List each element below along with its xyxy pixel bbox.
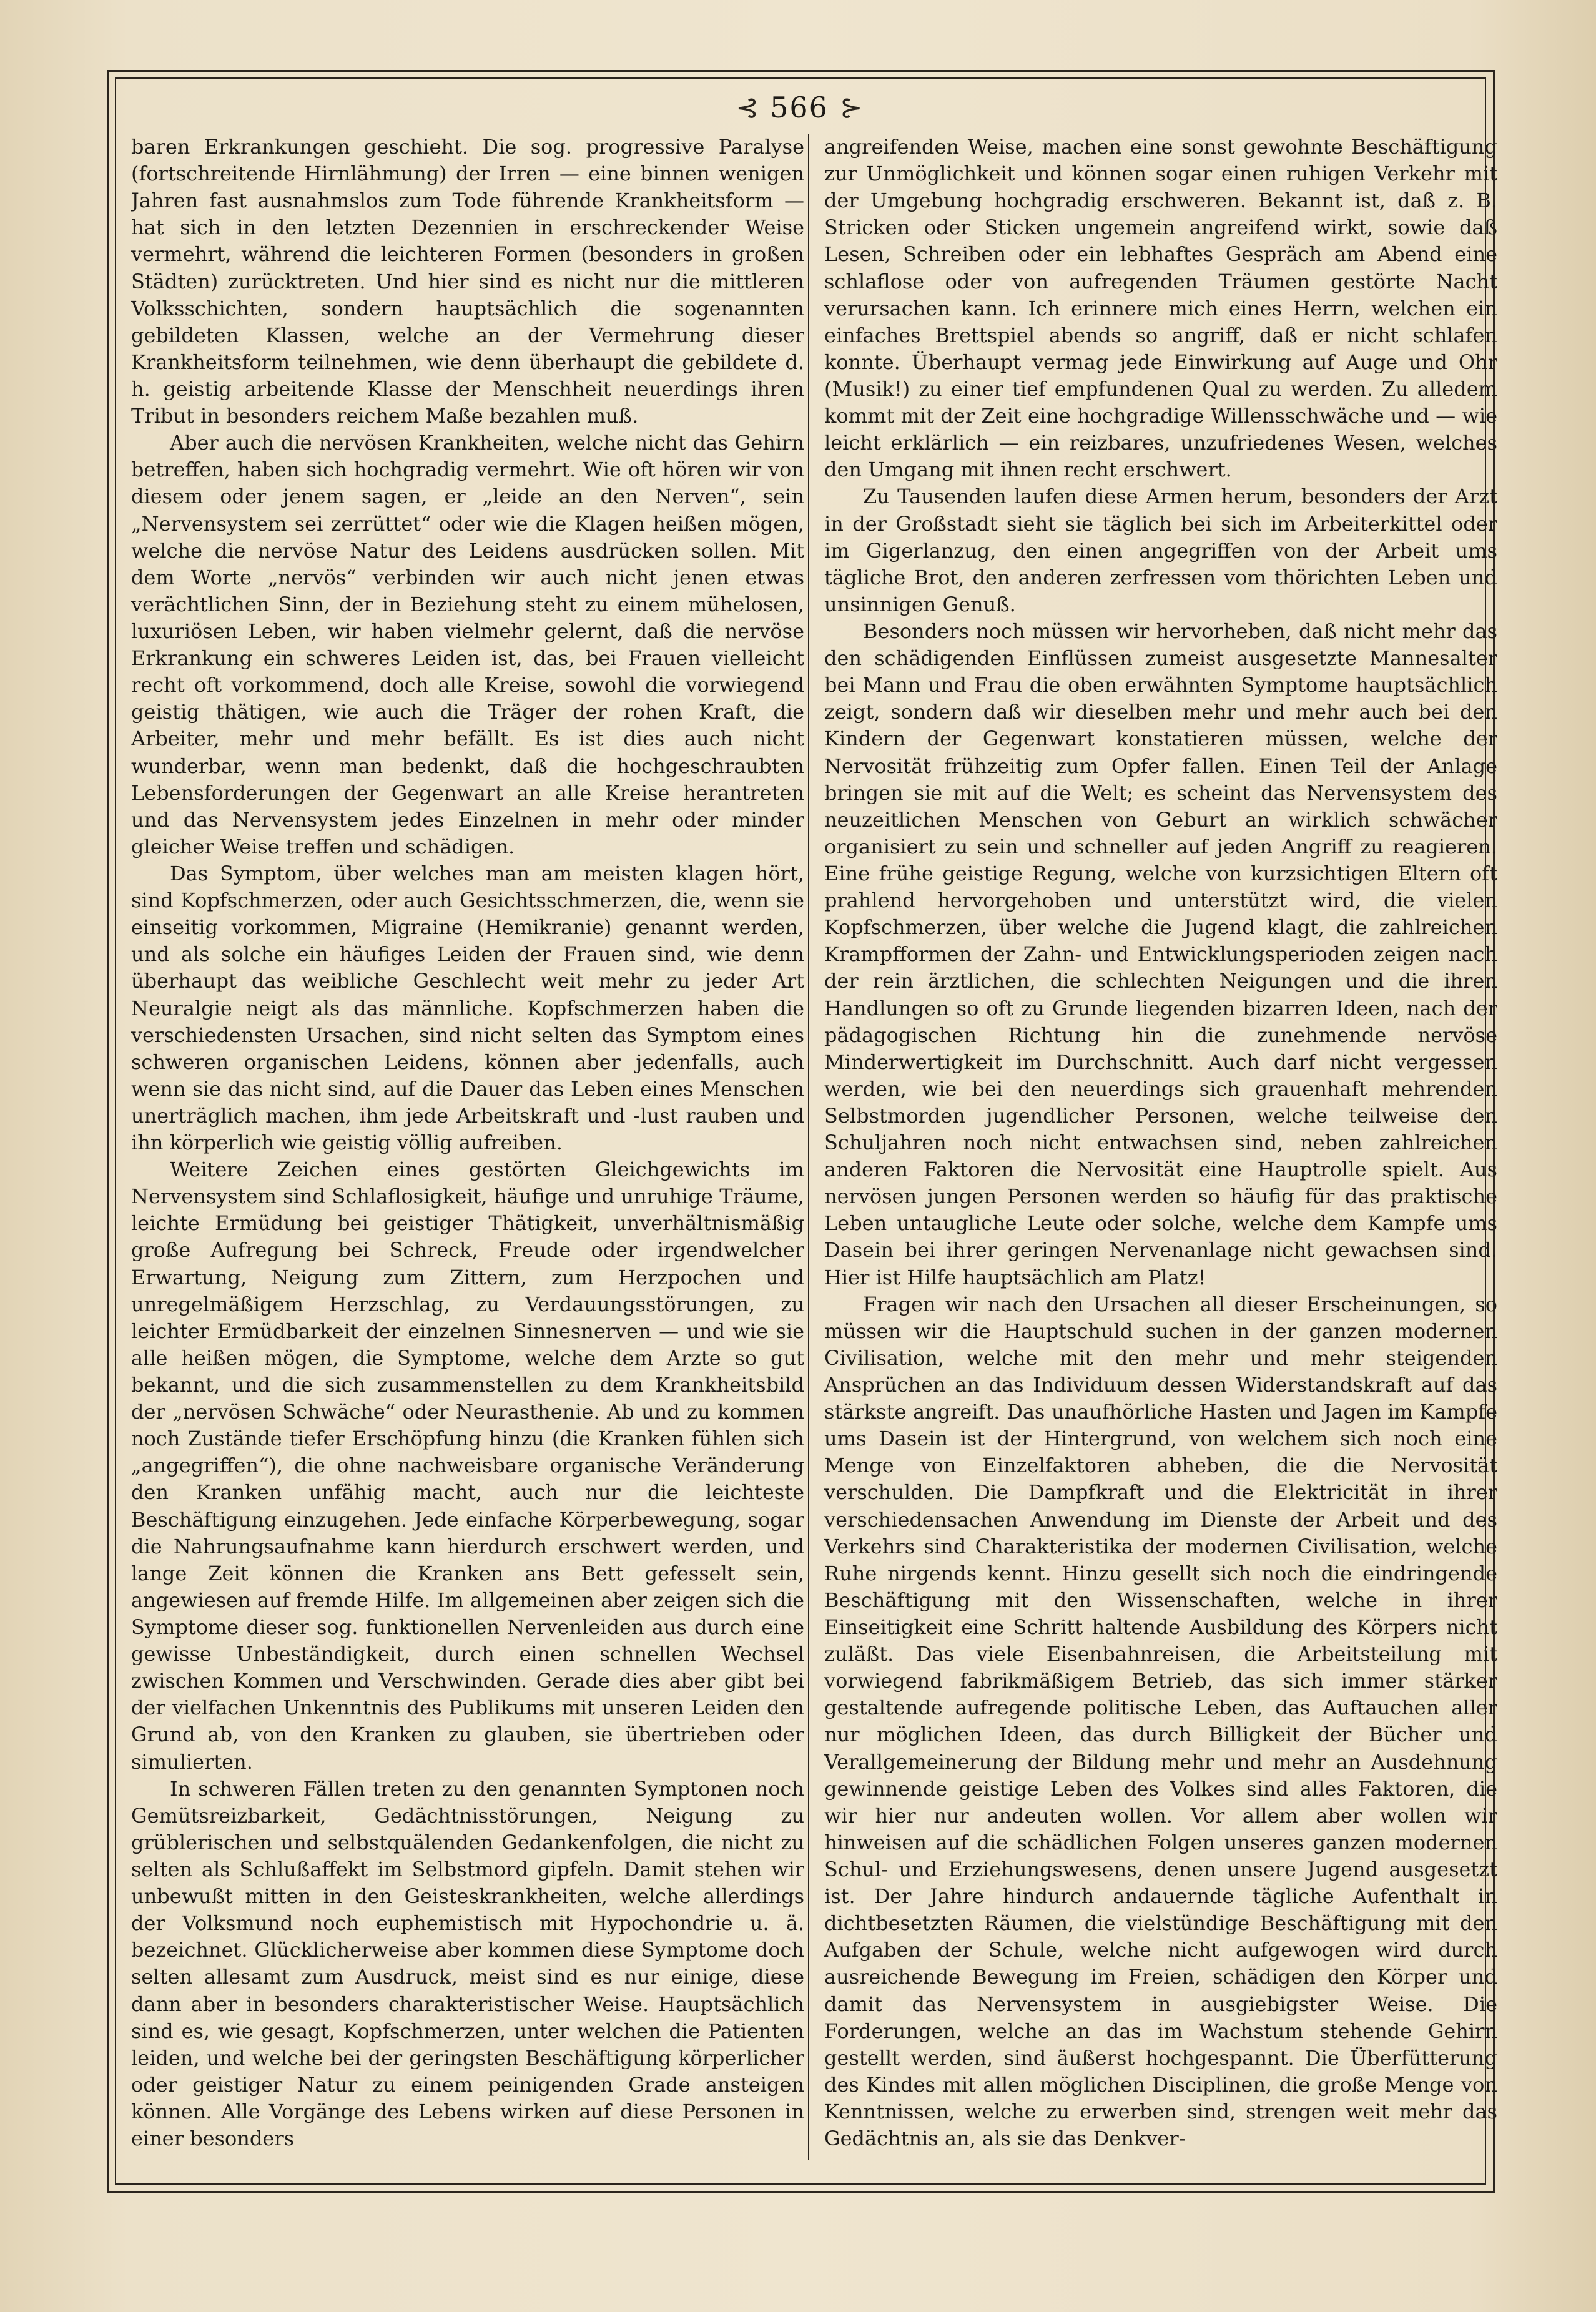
paragraph: Fragen wir nach den Ursachen all dieser Erscheinungen, so müssen wir die Hauptschuld suchen in der ganzen modernen Civilisation, welche mit den mehr und mehr steigenden Ansprüchen an das Individuum dessen Widerstandskraft auf das stärkste angreift. Das unaufhörliche Hasten und Jagen im Kampfe ums Dasein ist der Hintergrund, von welchem sich noch eine Menge von Einzelfaktoren abheben, die die Nervosität verschulden. Die Dampfkraft und die Elektricität in ihrer verschiedensachen Anwendung im Dienste der Arbeit und des Verkehrs sind Charakteristika der modernen Civilisation, welche Ruhe nirgends kennt. Hinzu gesellt sich noch die eindringende Beschäftigung mit den Wissenschaften, welche in ihrer Einseitigkeit eine Schritt haltende Ausbildung des Körpers nicht zuläßt. Das viele Eisenbahnreisen, die Arbeitsteilung mit vorwiegend fabrikmäßigem Betrieb, das sich immer stärker gestaltende aufregende politische Leben, das Auftauchen aller nur möglichen Ideen, das durch Billigkeit der Bücher und Verallgemeinerung der Bildung mehr und mehr an Ausdehnung gewinnende geistige Leben des Volkes sind alles Faktoren, die wir hier nur andeuten wollen. Vor allem aber wollen wir hinweisen auf die schädlichen Folgen unseres ganzen modernen Schul- und Erziehungswesens, denen unsere Jugend ausgesetzt ist. Der Jahre hindurch andauernde tägliche Aufenthalt in dichtbesetzten Räumen, die vielstündige Beschäftigung mit den Aufgaben der Schule, welche nicht aufgewogen wird durch ausreichende Bewegung im Freien, schädigen den Körper und damit das Nervensystem in ausgiebigster Weise. Die Forderungen, welche an das im Wachstum stehende Gehirn gestellt werden, sind äußerst hochgespannt. Die Überfütterung des Kindes mit allen möglichen Disciplinen, die große Menge von Kenntnissen, welche zu erwerben sind, strengen weit mehr das Gedächtnis an, als sie das Denkver- [824, 1292, 1497, 2151]
paragraph: Aber auch die nervösen Krankheiten, welche nicht das Gehirn betreffen, haben sich hochgradig vermehrt. Wie oft hören wir von diesem oder jenem sagen, er „leide an den Nerven“, sein „Nervensystem sei zerrüttet“ oder wie die Klagen heißen mögen, welche die nervöse Natur des Leidens ausdrücken sollen. Mit dem Worte „nervös“ verbinden wir auch nicht jenen etwas verächtlichen Sinn, der in Beziehung steht zu einem mühelosen, luxuriösen Leben, wir haben vielmehr gelernt, daß die nervöse Erkrankung ein schweres Leiden ist, das, bei Frauen vielleicht recht oft vorkommend, doch alle Kreise, sowohl die vorwiegend geistig thätigen, wie auch die Träger der rohen Kraft, die Arbeiter, mehr und mehr befällt. Es ist dies auch nicht wunderbar, wenn man bedenkt, daß die hochgeschraubten Lebensforderungen der Gegenwart an alle Kreise herantreten und das Nervensystem jedes Einzelnen in mehr oder minder gleicher Weise treffen und schädigen. [131, 431, 804, 858]
paragraph: Zu Tausenden laufen diese Armen herum, besonders der Arzt in der Großstadt sieht sie täglich bei sich im Arbeiterkittel oder im Gigerlanzug, den einen angegriffen von der Arbeit ums tägliche Brot, den anderen zerfressen vom thörichten Leben und unsinnigen Genuß. [824, 485, 1497, 616]
ornament-right: ⊱ [839, 91, 863, 124]
left-column [131, 134, 804, 2163]
paragraph: Besonders noch müssen wir hervorheben, daß nicht mehr das den schädigenden Einflüssen zumeist ausgesetzte Mannesalter bei Mann und Frau die oben erwähnten Symptome hauptsächlich zeigt, sondern daß wir dieselben mehr und mehr auch bei den Kindern der Gegenwart konstatieren müssen, welche der Nervosität frühzeitig zum Opfer fallen. Einen Teil der Anlage bringen sie mit auf die Welt; es scheint das Nervensystem des neuzeitlichen Menschen von Geburt an wirklich schwächer organisiert zu sein und schneller auf jeden Angriff zu reagieren. Eine frühe geistige Regung, welche von kurzsichtigen Eltern oft prahlend hervorgehoben und unterstützt wird, die vielen Kopfschmerzen, über welche die Jugend klagt, die zahlreichen Krampfformen der Zahn- und Entwicklungsperioden zeigen nach der rein ärztlichen, die schlechten Neigungen und die ihren Handlungen so oft zu Grunde liegenden bizarren Ideen, nach der pädagogischen Richtung hin die zunehmende nervöse Minderwertigkeit im Durchschnitt. Auch darf nicht vergessen werden, wie bei den neuerdings sich grauenhaft mehrenden Selbstmorden jugendlicher Personen, welche teilweise den Schuljahren noch nicht entwachsen sind, neben zahlreichen anderen Faktoren die Nervosität eine Hauptrolle spielt. Aus nervösen jungen Personen werden so häufig für das praktische Leben untaugliche Leute oder solche, welche dem Kampfe ums Dasein bei ihrer geringen Nervenanlage nicht gewachsen sind. Hier ist Hilfe hauptsächlich am Platz! [824, 619, 1497, 1289]
paragraph: angreifenden Weise, machen eine sonst gewohnte Beschäftigung zur Unmöglichkeit und können sogar einen ruhigen Verkehr mit der Umgebung hochgradig erschweren. Bekannt ist, daß z. B. Stricken oder Sticken ungemein angreifend wirkt, sowie daß Lesen, Schreiben oder ein lebhaftes Gespräch am Abend eine schlaflose oder von aufregenden Träumen gestörte Nacht verursachen kann. Ich erinnere mich eines Herrn, welchen ein einfaches Brettspiel abends so angriff, daß er nicht schlafen konnte. Überhaupt vermag jede Einwirkung auf Auge und Ohr (Musik!) zu einer tief empfundenen Qual zu werden. Zu alledem kommt mit der Zeit eine hochgradige Willensschwäche und — wie leicht erklärlich — ein reizbares, unzufriedenes Wesen, welches den Umgang mit ihnen recht erschwert. [824, 135, 1497, 482]
paragraph: Das Symptom, über welches man am meisten klagen hört, sind Kopfschmerzen, oder auch Gesichtsschmerzen, die, wenn sie einseitig vorkommen, Migraine (Hemikranie) genannt werden, und als solche ein häufiges Leiden der Frauen sind, wie denn überhaupt das weibliche Geschlecht weit mehr zu jeder Art Neuralgie neigt als das männliche. Kopfschmerzen haben die verschiedensten Ursachen, sind nicht selten das Symptom eines schweren organischen Leidens, können aber jedenfalls, auch wenn sie das nicht sind, auf die Dauer das Leben eines Menschen unerträglich machen, ihm jede Arbeitskraft und -lust rauben und ihn körperlich wie geistig völlig aufreiben. [131, 861, 804, 1155]
page-number: 566 [770, 91, 829, 124]
right-column [824, 134, 1497, 2163]
page-header [115, 86, 1484, 129]
paragraph: Weitere Zeichen eines gestörten Gleichgewichts im Nervensystem sind Schlaflosigkeit, häufige und unruhige Träume, leichte Ermüdung bei geistiger Thätigkeit, unverhältnismäßig große Aufregung bei Schreck, Freude oder irgendwelcher Erwartung, Neigung zum Zittern, zum Herzpochen und unregelmäßigem Herzschlag, zu Verdauungsstörungen, zu leichter Ermüdbarkeit der einzelnen Sinnesnerven — und wie sie alle heißen mögen, die Symptome, welche dem Arzte so gut bekannt, und die sich zusammenstellen zu dem Krankheitsbild der „nervösen Schwäche“ oder Neurasthenie. Ab und zu kommen noch Zustände tiefer Erschöpfung hinzu (die Kranken fühlen sich „angegriffen“), die ohne nachweisbare organische Veränderung den Kranken unfähig macht, auch nur die leichteste Beschäftigung einzugehen. Jede einfache Körperbewegung, sogar die Nahrungsaufnahme kann hierdurch erschwert werden, und lange Zeit können die Kranken ans Bett gefesselt sein, angewiesen auf fremde Hilfe. Im allgemeinen aber zeigen sich die Symptome dieser sog. funktionellen Nervenleiden aus durch eine gewisse Unbeständigkeit, durch einen schnellen Wechsel zwischen Kommen und Verschwinden. Gerade dies aber gibt bei der vielfachen Unkenntnis des Publikums mit unseren Leiden den Grund ab, von den Kranken zu glauben, sie übertrieben oder simulierten. [131, 1158, 804, 1774]
paragraph: baren Erkrankungen geschieht. Die sog. progressive Paralyse (fortschreitende Hirnlähmung) der Irren — eine binnen wenigen Jahren fast ausnahmslos zum Tode führende Krankheitsform — hat sich in den letzten Dezennien in erschreckender Weise vermehrt, während die leichteren Formen (besonders in großen Städten) zurücktreten. Und hier sind es nicht nur die mittleren Volksschichten, sondern hauptsächlich die sogenannten gebildeten Klassen, welche an der Vermehrung dieser Krankheitsform teilnehmen, wie denn überhaupt die gebildete d. h. geistig arbeitende Klasse der Menschheit neuerdings ihren Tribut in besonders reichem Maße bezahlen muß. [131, 135, 804, 428]
column-divider [808, 134, 809, 2160]
paragraph: In schweren Fällen treten zu den genannten Symptonen noch Gemütsreizbarkeit, Gedächtnisstörungen, Neigung zu grüblerischen und selbstquälenden Gedankenfolgen, die nicht zu selten als Schlußaffekt im Selbstmord gipfeln. Damit stehen wir unbewußt mitten in den Geisteskrankheiten, welche allerdings der Volksmund noch euphemistisch mit Hypochondrie u. ä. bezeichnet. Glücklicherweise aber kommen diese Symptome doch selten allesamt zum Ausdruck, meist sind es nur einige, diese dann aber in besonders charakteristischer Weise. Hauptsächlich sind es, wie gesagt, Kopfschmerzen, unter welchen die Patienten leiden, und welche bei der geringsten Beschäftigung körperlicher oder geistiger Natur zu einem peinigenden Grade ansteigen können. Alle Vorgänge des Lebens wirken auf diese Personen in einer besonders [131, 1776, 804, 2151]
ornament-left: ⊰ [736, 91, 759, 124]
